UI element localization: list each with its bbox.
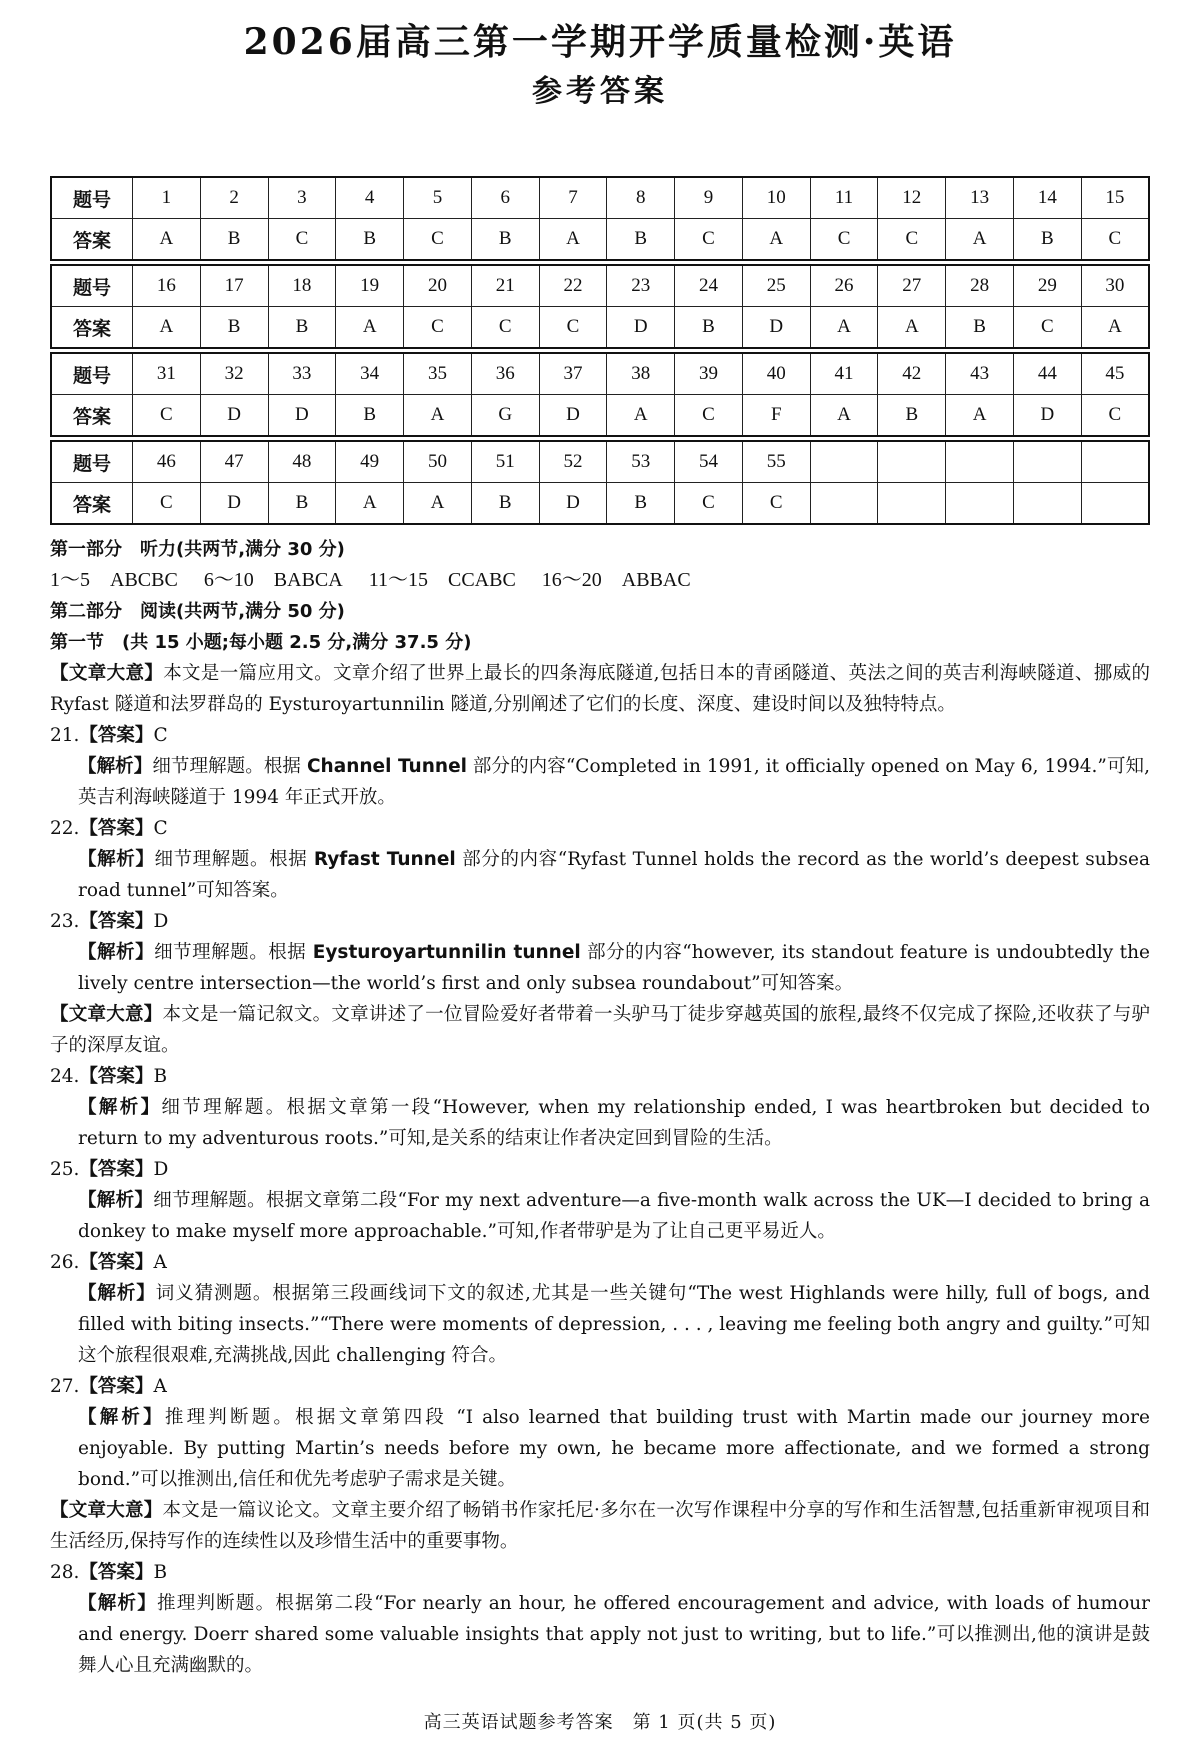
answer-cell: B xyxy=(268,307,336,349)
answer-line: 22.【答案】C xyxy=(50,818,168,839)
answer-cell xyxy=(878,483,946,525)
question-number-cell xyxy=(878,441,946,483)
answer-cell: C xyxy=(675,219,743,261)
answer-table-block xyxy=(50,352,1150,437)
question-number-cell: 18 xyxy=(268,265,336,307)
answer-tables xyxy=(50,176,1150,525)
answer-cell: A xyxy=(336,483,404,525)
answer-cell: D xyxy=(268,395,336,437)
question-number-label-cell: 题号 xyxy=(51,441,133,483)
listening-group: 11～15 CCABC xyxy=(368,569,516,591)
answer-cell: C xyxy=(404,307,472,349)
answer-letter: C xyxy=(153,725,168,746)
answer-line: 28.【答案】B xyxy=(50,1562,168,1583)
question-number-cell: 52 xyxy=(539,441,607,483)
answer-letter: D xyxy=(153,911,169,932)
question-number-cell: 40 xyxy=(742,353,810,395)
answer-cell: C xyxy=(539,307,607,349)
answer-cell: A xyxy=(742,219,810,261)
question-number-cell: 1 xyxy=(133,177,201,219)
page-title: 2026届高三第一学期开学质量检测·英语 xyxy=(243,21,957,63)
question-number-cell: 7 xyxy=(539,177,607,219)
page-footer: 高三英语试题参考答案 第 1 页(共 5 页) xyxy=(423,1712,777,1733)
question-number-cell: 39 xyxy=(675,353,743,395)
question-number-row xyxy=(51,177,1149,219)
answer-cell: B xyxy=(946,307,1014,349)
question-number-cell: 20 xyxy=(404,265,472,307)
question-number-cell: 47 xyxy=(200,441,268,483)
question-number-cell: 50 xyxy=(404,441,472,483)
answer-cell: C xyxy=(1013,307,1081,349)
answer-cell: G xyxy=(471,395,539,437)
answer-line: 23.【答案】D xyxy=(50,911,169,932)
summary-label: 【文章大意】 xyxy=(50,663,164,684)
question-number-row xyxy=(51,353,1149,395)
answer-cell: A xyxy=(133,219,201,261)
passage-summary: 【文章大意】本文是一篇议论文。文章主要介绍了畅销书作家托尼·多尔在一次写作课程中分享的写作和生活智慧,包括重新审视项目和生活经历,保持写作的连续性以及珍惜生活中的重要事物。 xyxy=(50,1500,1150,1552)
question-number-cell: 8 xyxy=(607,177,675,219)
question-number-cell: 5 xyxy=(404,177,472,219)
answer-cell: C xyxy=(133,483,201,525)
question-number-cell: 51 xyxy=(471,441,539,483)
page-subtitle: 参考答案 xyxy=(532,74,668,109)
question-number-cell: 23 xyxy=(607,265,675,307)
answer-cell: A xyxy=(539,219,607,261)
answer-table-block xyxy=(50,264,1150,349)
answer-cell: D xyxy=(742,307,810,349)
answer-cell: B xyxy=(268,483,336,525)
answer-cell: C xyxy=(675,483,743,525)
answer-cell: B xyxy=(675,307,743,349)
analysis-text: 【解析】细节理解题。根据 Eysturoyartunnilin tunnel 部分的内容“however, its standout feature is undoubtedly the lively centre intersection—the world’s first and only subsea roundabout”可知答案。 xyxy=(78,942,1150,994)
answer-row xyxy=(51,307,1149,349)
analysis-text: 【解析】推理判断题。根据第二段“For nearly an hour, he offered encouragement and advice, with loads of humour and energy. Doerr shared some valuable insights that apply not just to writing, but to life.”可以推测出,他的演讲是鼓舞人心且充满幽默的。 xyxy=(78,1593,1150,1676)
answer-cell: D xyxy=(200,395,268,437)
answer-letter: B xyxy=(153,1562,168,1583)
question-number-cell xyxy=(1013,441,1081,483)
answer-cell: C xyxy=(1081,395,1149,437)
answer-cell xyxy=(946,483,1014,525)
listening-answers xyxy=(50,565,1150,596)
question-number-cell: 53 xyxy=(607,441,675,483)
answer-letter: C xyxy=(153,818,168,839)
question-number-cell: 27 xyxy=(878,265,946,307)
analysis-text: 【解析】细节理解题。根据 Ryfast Tunnel 部分的内容“Ryfast Tunnel holds the record as the world’s deepest subsea road tunnel”可知答案。 xyxy=(78,849,1150,901)
answer-cell: B xyxy=(336,219,404,261)
answer-line: 26.【答案】A xyxy=(50,1252,167,1273)
answer-row xyxy=(51,219,1149,261)
question-number-label-cell: 题号 xyxy=(51,265,133,307)
question-number-cell: 48 xyxy=(268,441,336,483)
question-number-cell: 17 xyxy=(200,265,268,307)
question-number-row xyxy=(51,441,1149,483)
answer-line: 27.【答案】A xyxy=(50,1376,167,1397)
answer-cell: C xyxy=(404,219,472,261)
passage-summary: 【文章大意】本文是一篇记叙文。文章讲述了一位冒险爱好者带着一头驴马丁徒步穿越英国的旅程,最终不仅完成了探险,还收获了与驴子的深厚友谊。 xyxy=(50,1004,1150,1056)
answer-cell xyxy=(1013,483,1081,525)
answer-cell: C xyxy=(133,395,201,437)
answer-label-cell: 答案 xyxy=(51,219,133,261)
part2-heading: 第二部分 阅读(共两节,满分 50 分) xyxy=(50,601,345,622)
answer-line: 21.【答案】C xyxy=(50,725,168,746)
answer-cell: F xyxy=(742,395,810,437)
question-number-cell xyxy=(946,441,1014,483)
question-number-cell: 46 xyxy=(133,441,201,483)
question-number-cell: 25 xyxy=(742,265,810,307)
answer-row xyxy=(51,395,1149,437)
question-number-label-cell: 题号 xyxy=(51,177,133,219)
answer-cell: A xyxy=(1081,307,1149,349)
answer-cell: A xyxy=(404,395,472,437)
answer-letter: B xyxy=(153,1066,168,1087)
answer-label-cell: 答案 xyxy=(51,483,133,525)
section1-heading: 第一节 (共 15 小题;每小题 2.5 分,满分 37.5 分) xyxy=(50,632,472,653)
question-number-cell xyxy=(1081,441,1149,483)
analysis-text: 【解析】词义猜测题。根据第三段画线词下文的叙述,尤其是一些关键句“The west Highlands were hilly, full of bogs, and filled with biting insects.”“There were moments of depression, . . . , leaving me feeling both angry and guilty.”可知这个旅程很艰难,充满挑战,因此 challenging 符合。 xyxy=(78,1283,1150,1366)
answer-cell: B xyxy=(607,219,675,261)
question-number-cell: 43 xyxy=(946,353,1014,395)
listening-group: 1～5 ABCBC xyxy=(50,569,178,591)
answer-cell: D xyxy=(539,483,607,525)
answer-cell: B xyxy=(471,219,539,261)
answer-cell: D xyxy=(539,395,607,437)
answer-cell: D xyxy=(200,483,268,525)
question-number-cell: 2 xyxy=(200,177,268,219)
answer-letter: D xyxy=(153,1159,169,1180)
question-number-row xyxy=(51,265,1149,307)
question-number-cell: 16 xyxy=(133,265,201,307)
answer-cell xyxy=(810,483,878,525)
answer-table-block xyxy=(50,440,1150,525)
question-number-cell: 28 xyxy=(946,265,1014,307)
question-number-cell: 35 xyxy=(404,353,472,395)
answer-cell: B xyxy=(607,483,675,525)
part1-heading: 第一部分 听力(共两节,满分 30 分) xyxy=(50,539,345,560)
answer-cell: B xyxy=(336,395,404,437)
question-number-cell: 4 xyxy=(336,177,404,219)
answer-cell: D xyxy=(1013,395,1081,437)
question-number-label-cell: 题号 xyxy=(51,353,133,395)
answer-cell: B xyxy=(200,219,268,261)
question-number-cell: 36 xyxy=(471,353,539,395)
analysis-text: 【解析】推理判断题。根据文章第四段 “I also learned that building trust with Martin made our journey more enjoyable. By putting Martin’s needs before my own, he became more affectionate, and we formed a strong bond.”可以推测出,信任和优先考虑驴子需求是关键。 xyxy=(78,1407,1150,1490)
answer-cell: A xyxy=(404,483,472,525)
question-number-cell: 11 xyxy=(810,177,878,219)
answer-label-cell: 答案 xyxy=(51,395,133,437)
question-number-cell: 19 xyxy=(336,265,404,307)
question-number-cell: 6 xyxy=(471,177,539,219)
question-number-cell: 21 xyxy=(471,265,539,307)
question-number-cell: 34 xyxy=(336,353,404,395)
answer-cell: C xyxy=(675,395,743,437)
answer-cell: C xyxy=(742,483,810,525)
question-number-cell: 3 xyxy=(268,177,336,219)
answer-cell: C xyxy=(268,219,336,261)
answer-cell: B xyxy=(878,395,946,437)
question-number-cell: 33 xyxy=(268,353,336,395)
question-number-cell: 42 xyxy=(878,353,946,395)
question-number-cell: 55 xyxy=(742,441,810,483)
question-number-cell xyxy=(810,441,878,483)
question-number-cell: 24 xyxy=(675,265,743,307)
answer-cell: C xyxy=(471,307,539,349)
answer-cell: A xyxy=(607,395,675,437)
question-number-cell: 9 xyxy=(675,177,743,219)
answer-cell: A xyxy=(946,395,1014,437)
question-number-cell: 30 xyxy=(1081,265,1149,307)
answer-letter: A xyxy=(153,1252,167,1273)
question-number-cell: 13 xyxy=(946,177,1014,219)
listening-group: 16～20 ABBAC xyxy=(541,569,691,591)
answer-table-block xyxy=(50,176,1150,261)
answer-content xyxy=(50,534,1150,1681)
answer-cell: A xyxy=(878,307,946,349)
summary-text: 本文是一篇应用文。文章介绍了世界上最长的四条海底隧道,包括日本的青函隧道、英法之间的英吉利海峡隧道、挪威的 Ryfast 隧道和法罗群岛的 Eysturoyartunnilin 隧道,分别阐述了它们的长度、深度、建设时间以及独特特点。 xyxy=(50,663,1150,715)
question-number-cell: 29 xyxy=(1013,265,1081,307)
question-number-cell: 45 xyxy=(1081,353,1149,395)
answer-cell: A xyxy=(133,307,201,349)
analysis-text: 【解析】细节理解题。根据 Channel Tunnel 部分的内容“Completed in 1991, it officially opened on May 6, 1994.”可知,英吉利海峡隧道于 1994 年正式开放。 xyxy=(78,756,1151,808)
answer-cell: C xyxy=(810,219,878,261)
question-number-cell: 38 xyxy=(607,353,675,395)
answer-letter: A xyxy=(153,1376,167,1397)
answer-cell: A xyxy=(336,307,404,349)
answer-cell: D xyxy=(607,307,675,349)
answer-line: 25.【答案】D xyxy=(50,1159,169,1180)
question-number-cell: 54 xyxy=(675,441,743,483)
answer-cell: B xyxy=(471,483,539,525)
answer-cell: B xyxy=(1013,219,1081,261)
question-number-cell: 49 xyxy=(336,441,404,483)
question-number-cell: 31 xyxy=(133,353,201,395)
question-number-cell: 37 xyxy=(539,353,607,395)
answer-cell: B xyxy=(200,307,268,349)
analysis-text: 【解析】细节理解题。根据文章第二段“For my next adventure—a five-month walk across the UK—I decided to bring a donkey to make myself more approachable.”可知,作者带驴是为了让自己更平易近人。 xyxy=(78,1190,1150,1242)
answer-cell: A xyxy=(810,307,878,349)
question-number-cell: 32 xyxy=(200,353,268,395)
question-number-cell: 15 xyxy=(1081,177,1149,219)
question-number-cell: 26 xyxy=(810,265,878,307)
answer-cell: A xyxy=(810,395,878,437)
answer-cell: C xyxy=(1081,219,1149,261)
answer-cell: C xyxy=(878,219,946,261)
answer-row xyxy=(51,483,1149,525)
question-number-cell: 22 xyxy=(539,265,607,307)
question-number-cell: 12 xyxy=(878,177,946,219)
answer-label-cell: 答案 xyxy=(51,307,133,349)
question-number-cell: 10 xyxy=(742,177,810,219)
question-number-cell: 41 xyxy=(810,353,878,395)
listening-group: 6～10 BABCA xyxy=(203,569,343,591)
answer-line: 24.【答案】B xyxy=(50,1066,168,1087)
answer-cell xyxy=(1081,483,1149,525)
answer-cell: A xyxy=(946,219,1014,261)
question-number-cell: 44 xyxy=(1013,353,1081,395)
passage-summary xyxy=(50,658,1150,720)
question-number-cell: 14 xyxy=(1013,177,1081,219)
analysis-text: 【解析】细节理解题。根据文章第一段“However, when my relationship ended, I was heartbroken but decided to return to my adventurous roots.”可知,是关系的结束让作者决定回到冒险的生活。 xyxy=(78,1097,1150,1149)
